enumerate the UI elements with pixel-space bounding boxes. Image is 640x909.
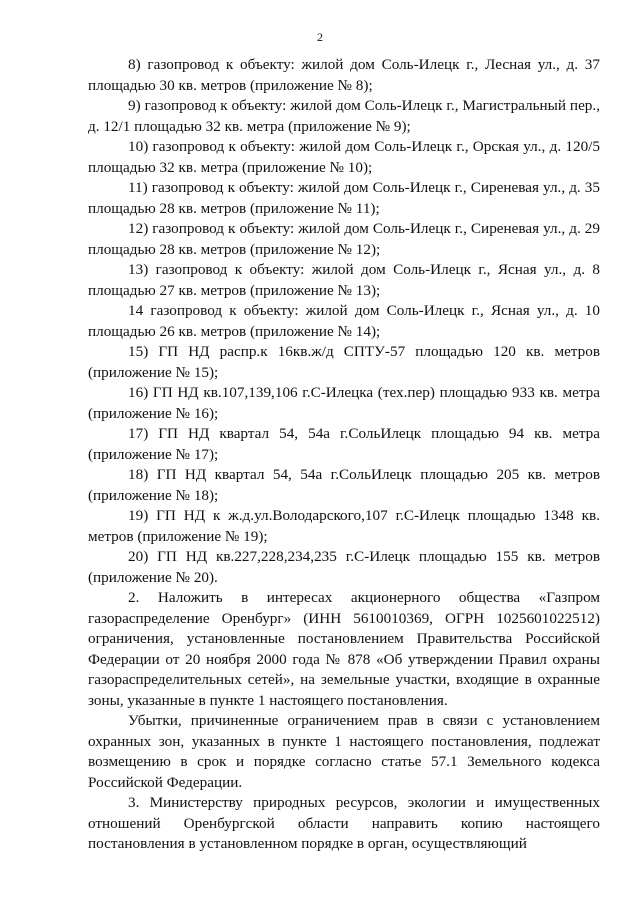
list-item-15: 15) ГП НД распр.к 16кв.ж/д СПТУ-57 площадью 120 кв. метров (приложение № 15); xyxy=(88,343,600,381)
list-item-11: 11) газопровод к объекту: жилой дом Соль-Илецк г., Сиреневая ул., д. 35 площадью 28 кв. метров (приложение № 11); xyxy=(88,179,600,217)
list-item-10: 10) газопровод к объекту: жилой дом Соль-Илецк г., Орская ул., д. 120/5 площадью 32 кв. метра (приложение № 10); xyxy=(88,138,600,176)
list-item-8: 8) газопровод к объекту: жилой дом Соль-Илецк г., Лесная ул., д. 37 площадью 30 кв. метров (приложение № 8); xyxy=(88,56,600,94)
list-item-14: 14 газопровод к объекту: жилой дом Соль-Илецк г., Ясная ул., д. 10 площадью 26 кв. метров (приложение № 14); xyxy=(88,302,600,340)
list-item-18: 18) ГП НД квартал 54, 54а г.СольИлецк площадью 205 кв. метров (приложение № 18); xyxy=(88,466,600,504)
clause-2-damages: Убытки, причиненные ограничением прав в связи с установлением охранных зон, указанных в пункте 1 настоящего постановления, подлежат возмещению в срок и порядке согласно статье 57.1 Земельного кодекса Российской Федерации. xyxy=(88,712,600,791)
document-body xyxy=(88,55,600,855)
clause-2: 2. Наложить в интересах акционерного общества «Газпром газораспределение Оренбург» (ИНН 5610010369, ОГРН 1025601022512) ограничения, установленные постановлением Правительства Российской Федерации от 20 ноября 2000 года № 878 «Об утверждении Правил охраны газораспределительных сетей», на земельные участки, входящие в охранные зоны, указанные в пункте 1 настоящего постановления. xyxy=(88,589,600,709)
list-item-17: 17) ГП НД квартал 54, 54а г.СольИлецк площадью 94 кв. метра (приложение № 17); xyxy=(88,425,600,463)
list-item-20: 20) ГП НД кв.227,228,234,235 г.С-Илецк площадью 155 кв. метров (приложение № 20). xyxy=(88,548,600,586)
list-item-16: 16) ГП НД кв.107,139,106 г.С-Илецка (тех.пер) площадью 933 кв. метра (приложение № 16); xyxy=(88,384,600,422)
list-item-12: 12) газопровод к объекту: жилой дом Соль-Илецк г., Сиреневая ул., д. 29 площадью 28 кв. метров (приложение № 12); xyxy=(88,220,600,258)
list-item-9: 9) газопровод к объекту: жилой дом Соль-Илецк г., Магистральный пер., д. 12/1 площадью 32 кв. метра (приложение № 9); xyxy=(88,97,600,135)
list-item-13: 13) газопровод к объекту: жилой дом Соль-Илецк г., Ясная ул., д. 8 площадью 27 кв. метров (приложение № 13); xyxy=(88,261,600,299)
page-number: 2 xyxy=(317,30,323,44)
list-item-19: 19) ГП НД к ж.д.ул.Володарского,107 г.С-Илецк площадью 1348 кв. метров (приложение № 19); xyxy=(88,507,600,545)
clause-3: 3. Министерству природных ресурсов, экологии и имущественных отношений Оренбургской области направить копию настоящего постановления в установленном порядке в орган, осуществляющий xyxy=(88,794,600,852)
